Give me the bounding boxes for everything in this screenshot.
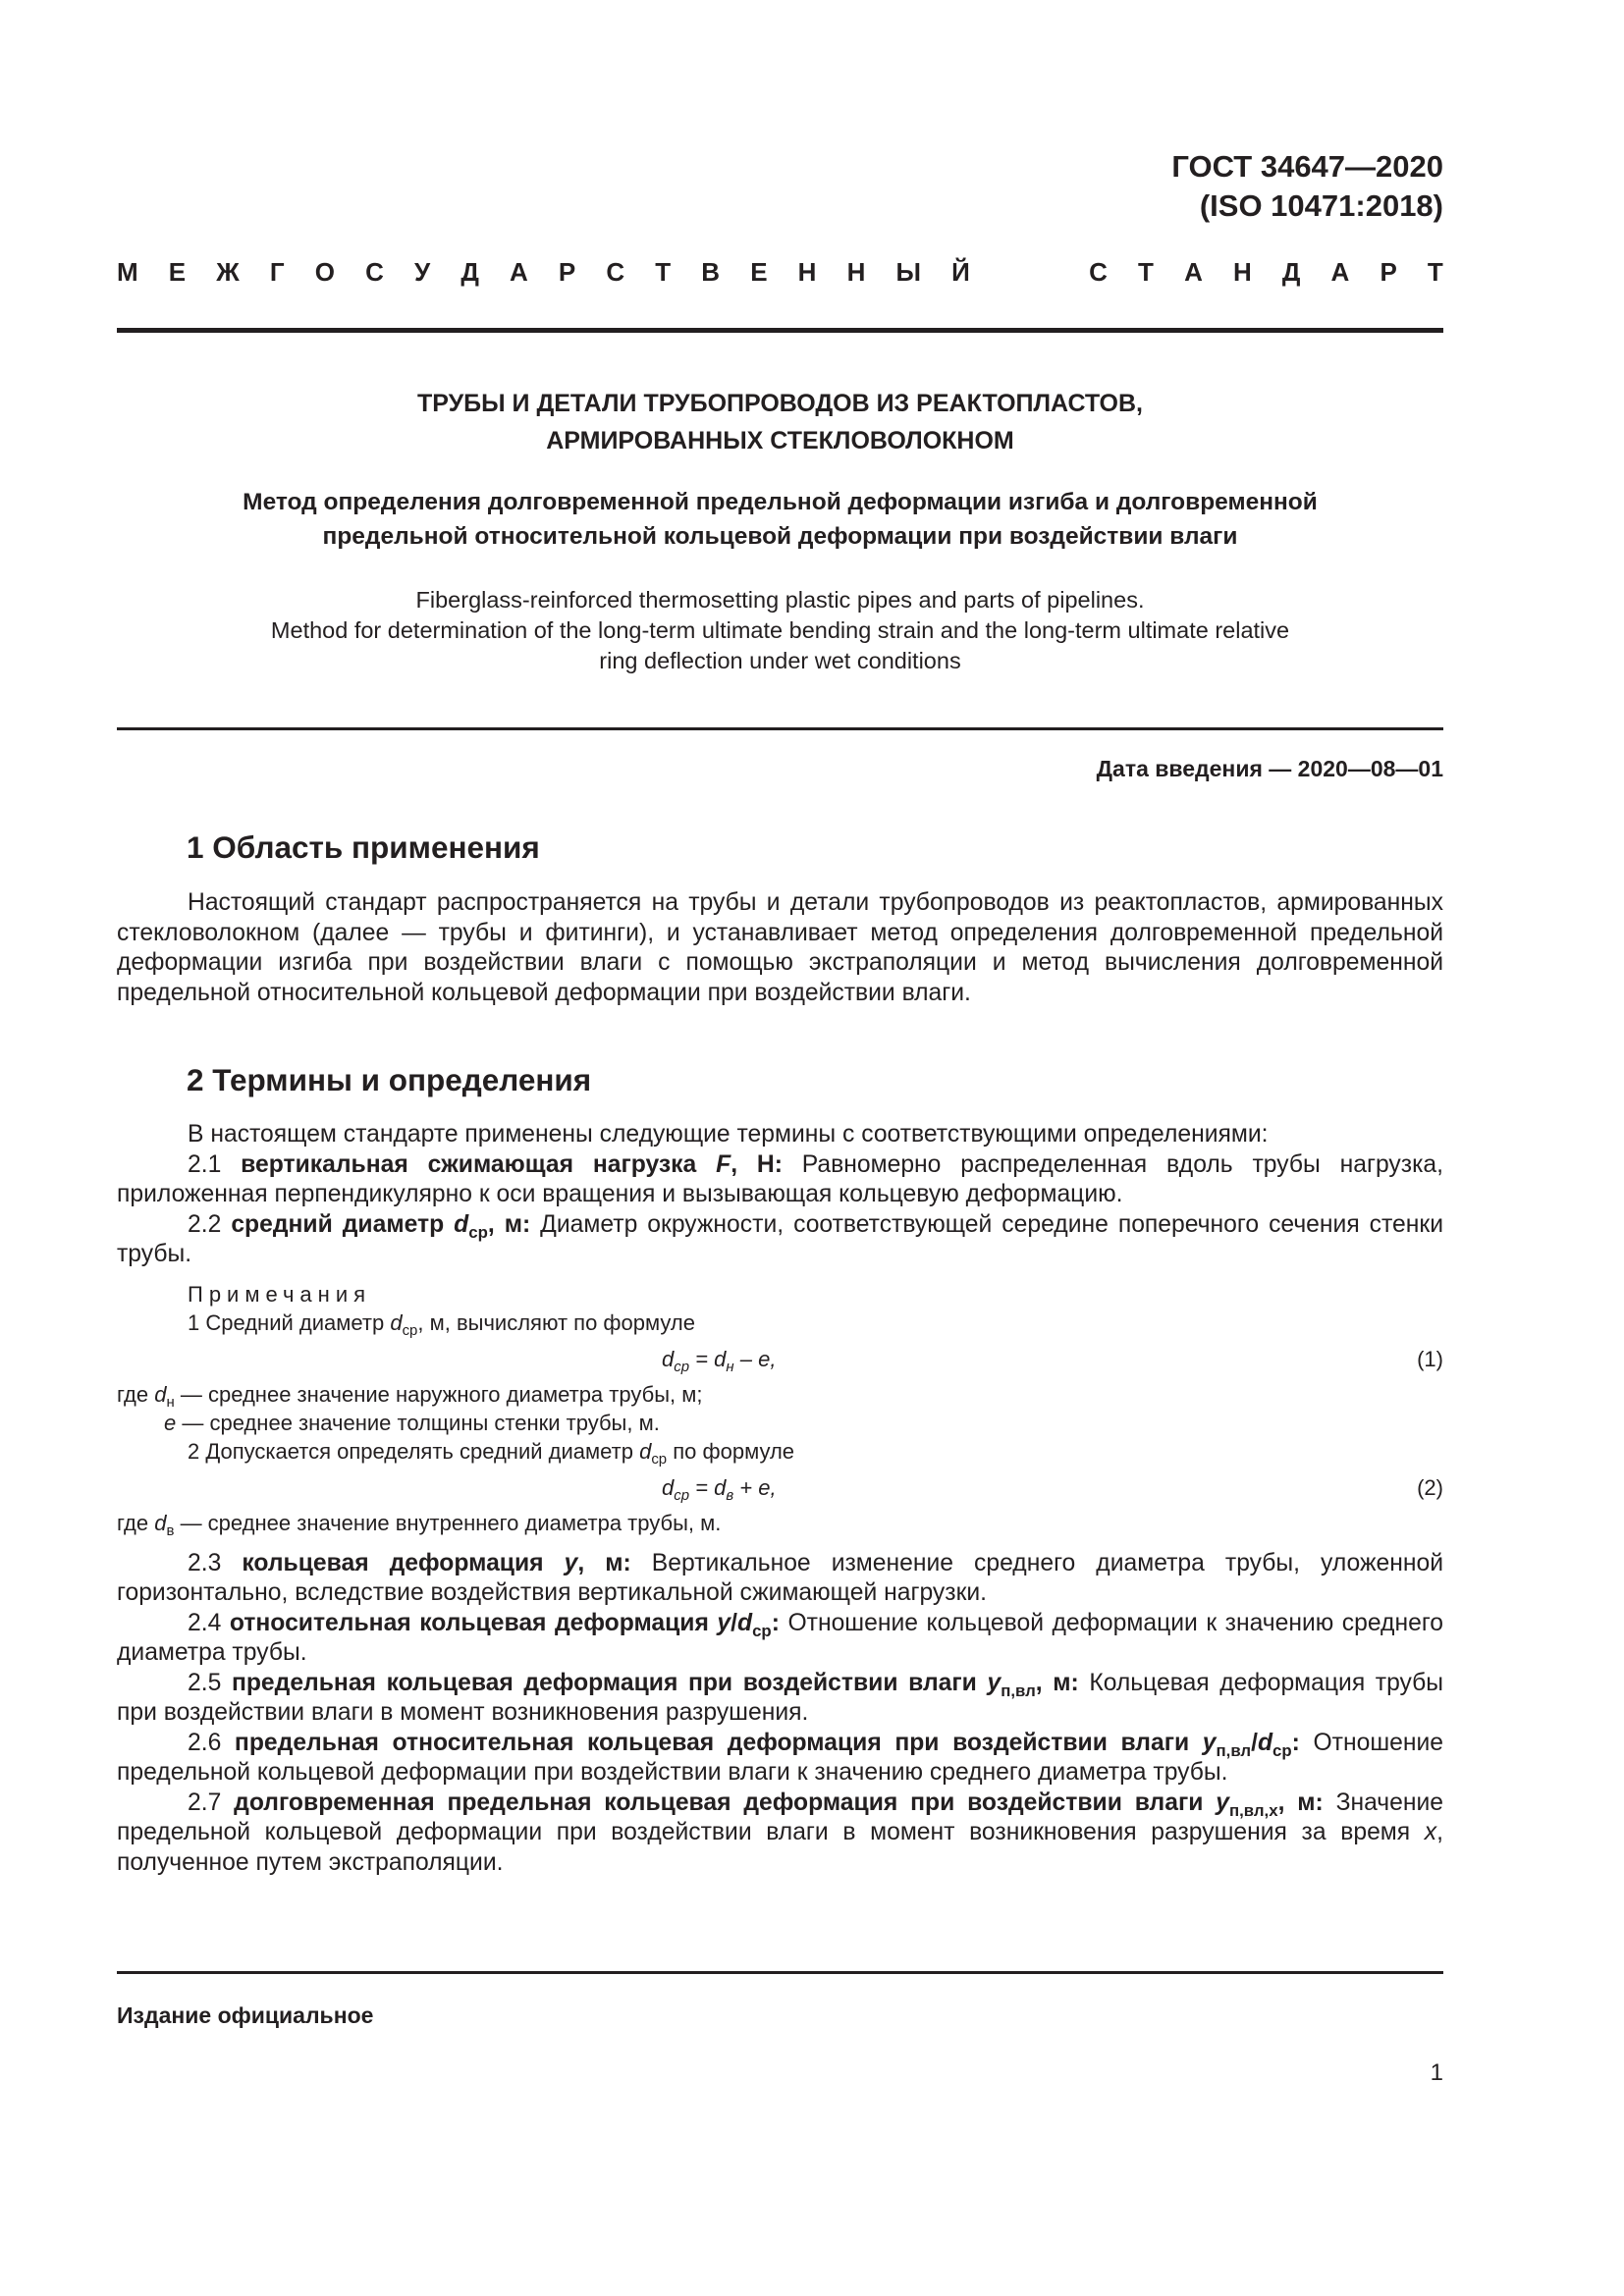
standard-letter: Ы: [895, 257, 921, 287]
term-2-3: 2.3 кольцевая деформация y, м: Вертикальное изменение среднего диаметра трубы, уложенной горизонтально, вследствие воздействия вертикальной сжимающей нагрузки.: [117, 1549, 1444, 1606]
footer-rule: [117, 1971, 1443, 1974]
english-title: Fiberglass-reinforced thermosetting plastic pipes and parts of pipelines. Method for determination of the long-term ultimate bending strain and the long-term ultimate relative ring deflection under wet conditions: [270, 587, 1290, 673]
where-1a: где $d_н$ — среднее значение наружного диаметра трубы, м;: [117, 1381, 703, 1411]
standard-letter: О: [314, 257, 335, 287]
standard-letter: Н: [846, 257, 866, 287]
iso-number: (ISO 10471:2018): [1199, 188, 1443, 223]
term-2-1: 2.1 вертикальная сжимающая нагрузка F, Н: Равномерно распределенная вдоль трубы нагрузка, приложенная перпендикулярно к оси вращения и вызывающая кольцевую деформацию.: [117, 1150, 1443, 1207]
standard-letter: Г: [269, 257, 285, 287]
note-2: 2 Допускается определять средний диаметр $d_{ср}$ по формуле: [188, 1438, 795, 1468]
standard-letter: В: [701, 257, 721, 287]
section-1-heading: 1 Область применения: [187, 829, 540, 865]
standard-letter: Д: [460, 257, 479, 287]
standard-letter: [1045, 257, 1058, 288]
formula-1-number: (1): [1417, 1346, 1443, 1371]
standard-letter: [1001, 257, 1014, 288]
standard-letter: Р: [558, 257, 576, 287]
standard-letter: Н: [1232, 257, 1252, 287]
standard-letter: У: [414, 257, 431, 287]
note-1: 1 Средний диаметр $d_{ср}$, м, вычисляют по формуле: [188, 1309, 695, 1339]
term-2-6: 2.6 предельная относительная кольцевая деформация при воздействии влаги $y_{п,вл}/d_{ср}$: Отношение предельной кольцевой деформации при воздействии влаги к значению среднего диаметра трубы.: [117, 1729, 1444, 1786]
interstate-standard-label: [117, 257, 1443, 288]
term-2-2: 2.2 средний диаметр $d_{ср}$, м: Диаметр окружности, соответствующей середине поперечного сечения стенки трубы.: [117, 1210, 1444, 1267]
standard-letter: Т: [655, 257, 672, 287]
standard-letter: Н: [797, 257, 817, 287]
standard-letter: С: [365, 257, 384, 287]
term-2-5: 2.5 предельная кольцевая деформация при воздействии влаги $y_{п,вл}$, м: Кольцевая деформация трубы при воздействии влаги в момент возникновения разрушения.: [117, 1669, 1444, 1726]
document-subtitle: Метод определения долговременной предельной деформации изгиба и долговременной предельной относительной кольцевой деформации при воздействии влаги: [243, 489, 1318, 550]
notes-block: [117, 1280, 1443, 1537]
gost-number: ГОСТ 34647—2020: [1171, 149, 1443, 184]
standard-designation: [1171, 147, 1443, 226]
section-2-heading: 2 Термины и определения: [187, 1062, 592, 1097]
official-edition-label: Издание официальное: [117, 2002, 374, 2028]
header-rule: [117, 328, 1443, 333]
standard-letter: Т: [1427, 257, 1443, 287]
standard-letter: Е: [750, 257, 768, 287]
standard-letter: А: [1184, 257, 1203, 287]
standard-letter: Й: [951, 257, 970, 287]
section-1-body: [117, 888, 1443, 1008]
standard-letter: С: [606, 257, 625, 287]
standard-letter: С: [1089, 257, 1108, 287]
title-rule: [117, 727, 1443, 730]
term-2-7: 2.7 долговременная предельная кольцевая деформация при воздействии влаги $y_{п,вл,x}$, м: Значение предельной кольцевой деформации при воздействии влаги в момент возникновения разрушения за время x, полученное путем экстраполяции.: [117, 1789, 1444, 1876]
document-title: ТРУБЫ И ДЕТАЛИ ТРУБОПРОВОДОВ ИЗ РЕАКТОПЛАСТОВ, АРМИРОВАННЫХ СТЕКЛОВОЛОКНОМ: [416, 390, 1144, 454]
formula-1: $d_{ср} = d_н - e$, (1): [662, 1346, 1443, 1375]
notes-heading: Примечания: [188, 1281, 372, 1307]
introduction-date: Дата введения — 2020—08—01: [1096, 756, 1443, 781]
standard-letter: А: [510, 257, 528, 287]
standard-letter: Д: [1281, 257, 1301, 287]
standard-letter: Ж: [216, 257, 240, 287]
standard-letter: М: [117, 257, 138, 287]
term-2-4: 2.4 относительная кольцевая деформация $y/d_{ср}$: Отношение кольцевой деформации к значению среднего диаметра трубы.: [117, 1609, 1444, 1666]
terms-intro: В настоящем стандарте применены следующие термины с соответствующими определениями:: [188, 1121, 1269, 1148]
formula-2-number: (2): [1417, 1474, 1443, 1500]
formula-2: $d_{ср} = d_в + e$, (2): [662, 1474, 1443, 1504]
section-2-body: [117, 1120, 1443, 1878]
where-1b: e — среднее значение толщины стенки трубы, м.: [164, 1410, 660, 1435]
standard-letter: Е: [168, 257, 187, 287]
standard-letter: А: [1330, 257, 1350, 287]
standard-letter: Т: [1138, 257, 1154, 287]
standard-letter: Р: [1380, 257, 1397, 287]
scope-paragraph: Настоящий стандарт распространяется на трубы и детали трубопроводов из реактопластов, армированных стекловолокном (далее — трубы и фитинги), и устанавливает метод определения долговременной предельной деформации изгиба при воздействии влаги с помощью экстраполяции и метод вычисления долговременной предельной относительной кольцевой деформации при воздействии влаги.: [117, 889, 1443, 1006]
where-2: где $d_в$ — среднее значение внутреннего диаметра трубы, м.: [117, 1510, 722, 1539]
page-number: 1: [1430, 2059, 1443, 2086]
